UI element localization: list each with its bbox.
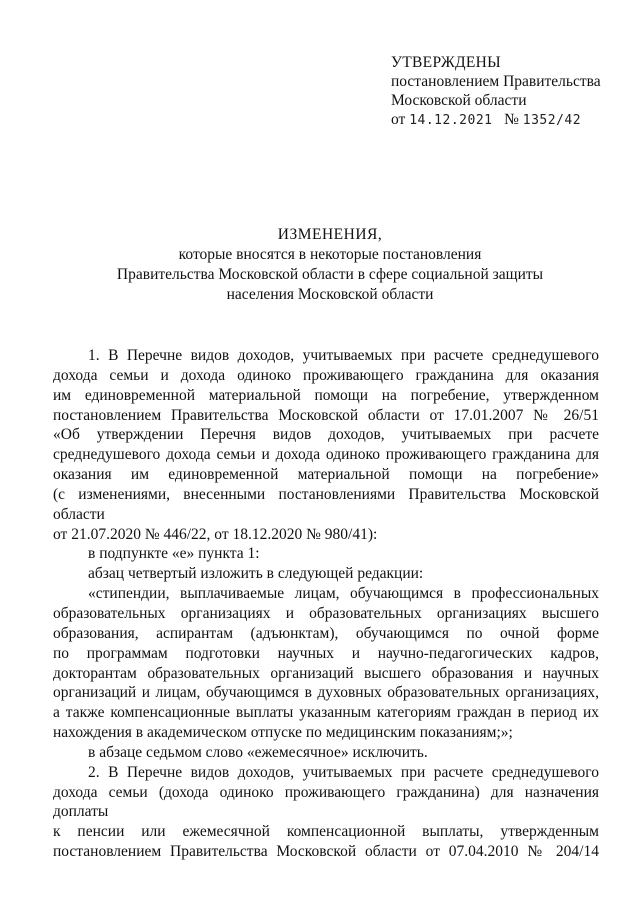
approval-block bbox=[391, 53, 601, 130]
body-line: к пенсии или ежемесячной компенсационной выплаты, утвержденным bbox=[53, 823, 599, 841]
body-line: в абзаце седьмом слово «ежемесячное» исключить. bbox=[88, 743, 428, 761]
body-line: докторантам образовательных организаций высшего образования и научных bbox=[53, 664, 599, 682]
approval-line-2: Московской области bbox=[391, 92, 527, 109]
document-body bbox=[53, 346, 599, 862]
body-line: (с изменениями, внесенными постановлениями Правительства Московской области bbox=[53, 485, 599, 523]
body-line: постановлением Правительства Московской области от 07.04.2010 № 204/14 bbox=[53, 843, 599, 861]
body-line: образовательных организациях и образовательных организациях высшего bbox=[53, 604, 599, 622]
approval-date-line bbox=[391, 110, 601, 130]
number-prefix: № bbox=[504, 111, 519, 128]
body-line: в подпункте «е» пункта 1: bbox=[88, 545, 260, 563]
body-line: оказания им единовременной материальной помощи на погребение» bbox=[53, 466, 599, 484]
approval-date: 14.12.2021 bbox=[409, 113, 493, 128]
approval-number: 1352/42 bbox=[522, 113, 582, 128]
body-line: «стипендии, выплачиваемые лицам, обучающимся в профессиональных bbox=[88, 585, 599, 603]
body-line: «Об утверждении Перечня видов доходов, учитываемых при расчете bbox=[53, 426, 599, 444]
body-line: дохода семьи и дохода одиноко проживающего гражданина для оказания bbox=[53, 366, 599, 384]
body-line: 1. В Перечне видов доходов, учитываемых при расчете среднедушевого bbox=[88, 347, 599, 364]
title-sub-2: Правительства Московской области в сфере социальной защиты bbox=[116, 266, 544, 283]
body-line: по программам подготовки научных и научно-педагогических кадров, bbox=[53, 644, 599, 662]
body-line: абзац четвертый изложить в следующей редакции: bbox=[88, 565, 424, 583]
body-line: дохода семьи (дохода одиноко проживающего гражданина) для назначения доплаты bbox=[53, 783, 599, 821]
title-sub-1: которые вносятся в некоторые постановления bbox=[178, 246, 482, 263]
body-line: организаций и лицам, обучающимся в духовных образовательных организациях, bbox=[53, 684, 599, 702]
body-line: постановлением Правительства Московской области от 17.01.2007 № 26/51 bbox=[53, 406, 599, 424]
body-line: 2. В Перечне видов доходов, учитываемых при расчете среднедушевого bbox=[88, 763, 599, 781]
body-line: а также компенсационные выплаты указанным категориям граждан в период их bbox=[53, 704, 599, 722]
approval-line-1: постановлением Правительства bbox=[391, 73, 601, 90]
body-line: нахождения в академическом отпуске по медицинским показаниям;»; bbox=[53, 724, 513, 742]
title-sub-3: населения Московской области bbox=[226, 286, 434, 303]
title-main: ИЗМЕНЕНИЯ, bbox=[277, 226, 383, 243]
body-line: среднедушевого дохода семьи и дохода одиноко проживающего гражданина для bbox=[53, 446, 599, 464]
body-line: от 21.07.2020 № 446/22, от 18.12.2020 № 980/41): bbox=[53, 525, 378, 543]
document-title bbox=[60, 225, 600, 305]
date-prefix: от bbox=[391, 111, 406, 128]
body-line: образования, аспирантам (адъюнктам), обучающимся по очной форме bbox=[53, 624, 599, 642]
approval-heading: УТВЕРЖДЕНЫ bbox=[391, 54, 501, 71]
body-line: им единовременной материальной помощи на погребение, утвержденном bbox=[53, 386, 599, 404]
